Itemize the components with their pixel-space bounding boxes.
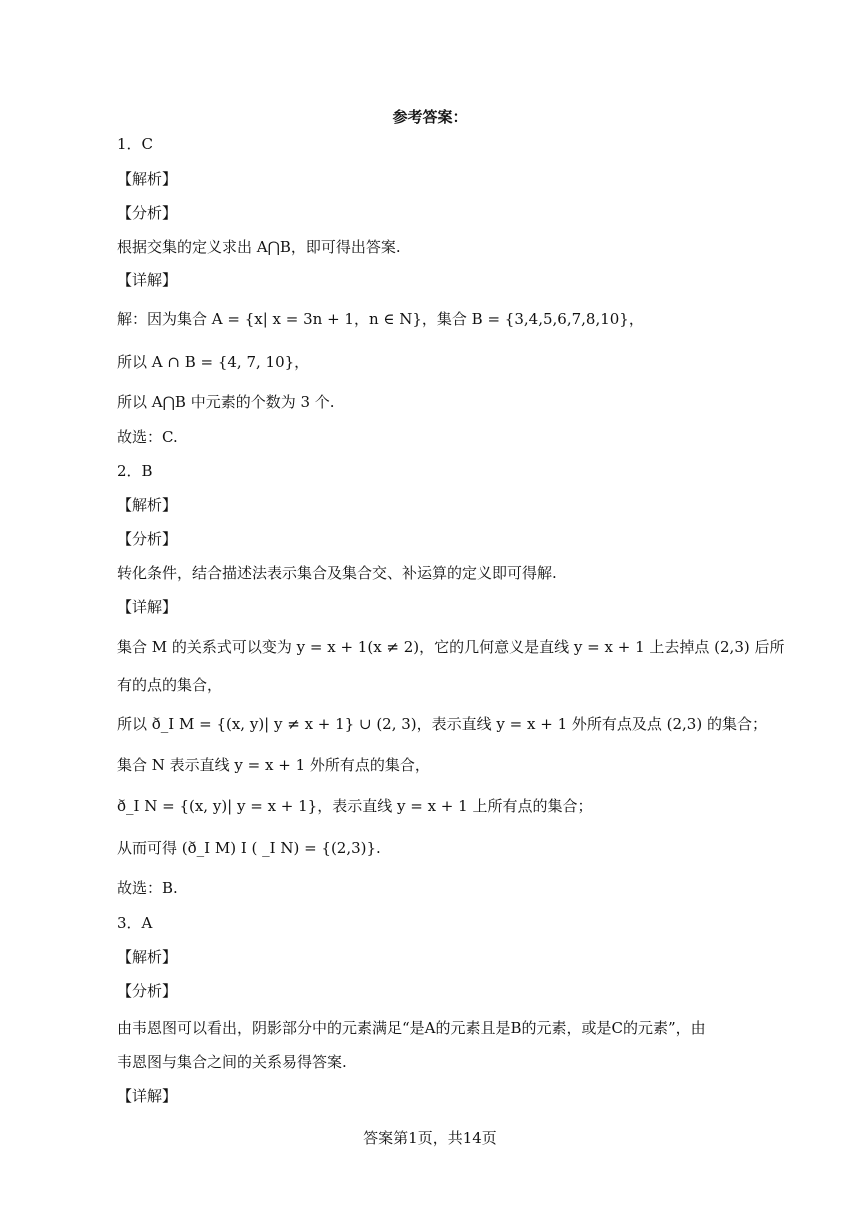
page-footer: 答案第1页，共14页	[363, 1129, 497, 1147]
solution-line: 集合 M 的关系式可以变为 y = x + 1(x ≠ 2)，它的几何意义是直线 y = x + 1 上去掉点 (2,3) 后所	[117, 638, 785, 656]
section-fenxi: 【分析】	[117, 530, 178, 548]
solution-line: ð_I N = {(x, y)| y = x + 1}，表示直线 y = x + 1 上所有点的集合；	[117, 797, 593, 815]
section-fenxi: 【分析】	[117, 982, 178, 1000]
section-xiangjie: 【详解】	[117, 598, 178, 616]
solution-line: 所以 A ∩ B = {4, 7, 10}，	[117, 353, 310, 371]
answer-2-number: 2．B	[117, 462, 153, 480]
solution-line: 有的点的集合，	[117, 676, 223, 694]
analysis-text: 转化条件，结合描述法表示集合及集合交、补运算的定义即可得解.	[117, 564, 557, 582]
section-jiexi: 【解析】	[117, 170, 178, 188]
solution-line: 集合 N 表示直线 y = x + 1 外所有点的集合，	[117, 756, 430, 774]
answer-choice: 故选：C.	[117, 428, 178, 446]
analysis-text: 根据交集的定义求出 A⋂B，即可得出答案.	[117, 238, 401, 256]
answer-choice: 故选：B.	[117, 879, 178, 897]
solution-line: 从而可得 (ð_I M) I ( _I N) = {(2,3)}.	[117, 839, 381, 857]
analysis-text: 由韦恩图可以看出，阴影部分中的元素满足“是A的元素且是B的元素，或是C的元素”，由	[117, 1019, 706, 1037]
solution-line: 解：因为集合 A = {x| x = 3n + 1，n ∈ N}，集合 B = {3,4,5,6,7,8,10}，	[117, 310, 644, 328]
section-jiexi: 【解析】	[117, 948, 178, 966]
analysis-text: 韦恩图与集合之间的关系易得答案.	[117, 1053, 347, 1071]
answer-3-number: 3．A	[117, 914, 153, 932]
section-jiexi: 【解析】	[117, 496, 178, 514]
solution-line: 所以 A⋂B 中元素的个数为 3 个.	[117, 393, 335, 411]
section-xiangjie: 【详解】	[117, 1087, 178, 1105]
section-fenxi: 【分析】	[117, 204, 178, 222]
answer-1-number: 1．C	[117, 135, 154, 153]
page-title: 参考答案：	[392, 108, 468, 126]
solution-line: 所以 ð_I M = {(x, y)| y ≠ x + 1} ∪ (2, 3)，表示直线 y = x + 1 外所有点及点 (2,3) 的集合；	[117, 715, 767, 733]
section-xiangjie: 【详解】	[117, 271, 178, 289]
